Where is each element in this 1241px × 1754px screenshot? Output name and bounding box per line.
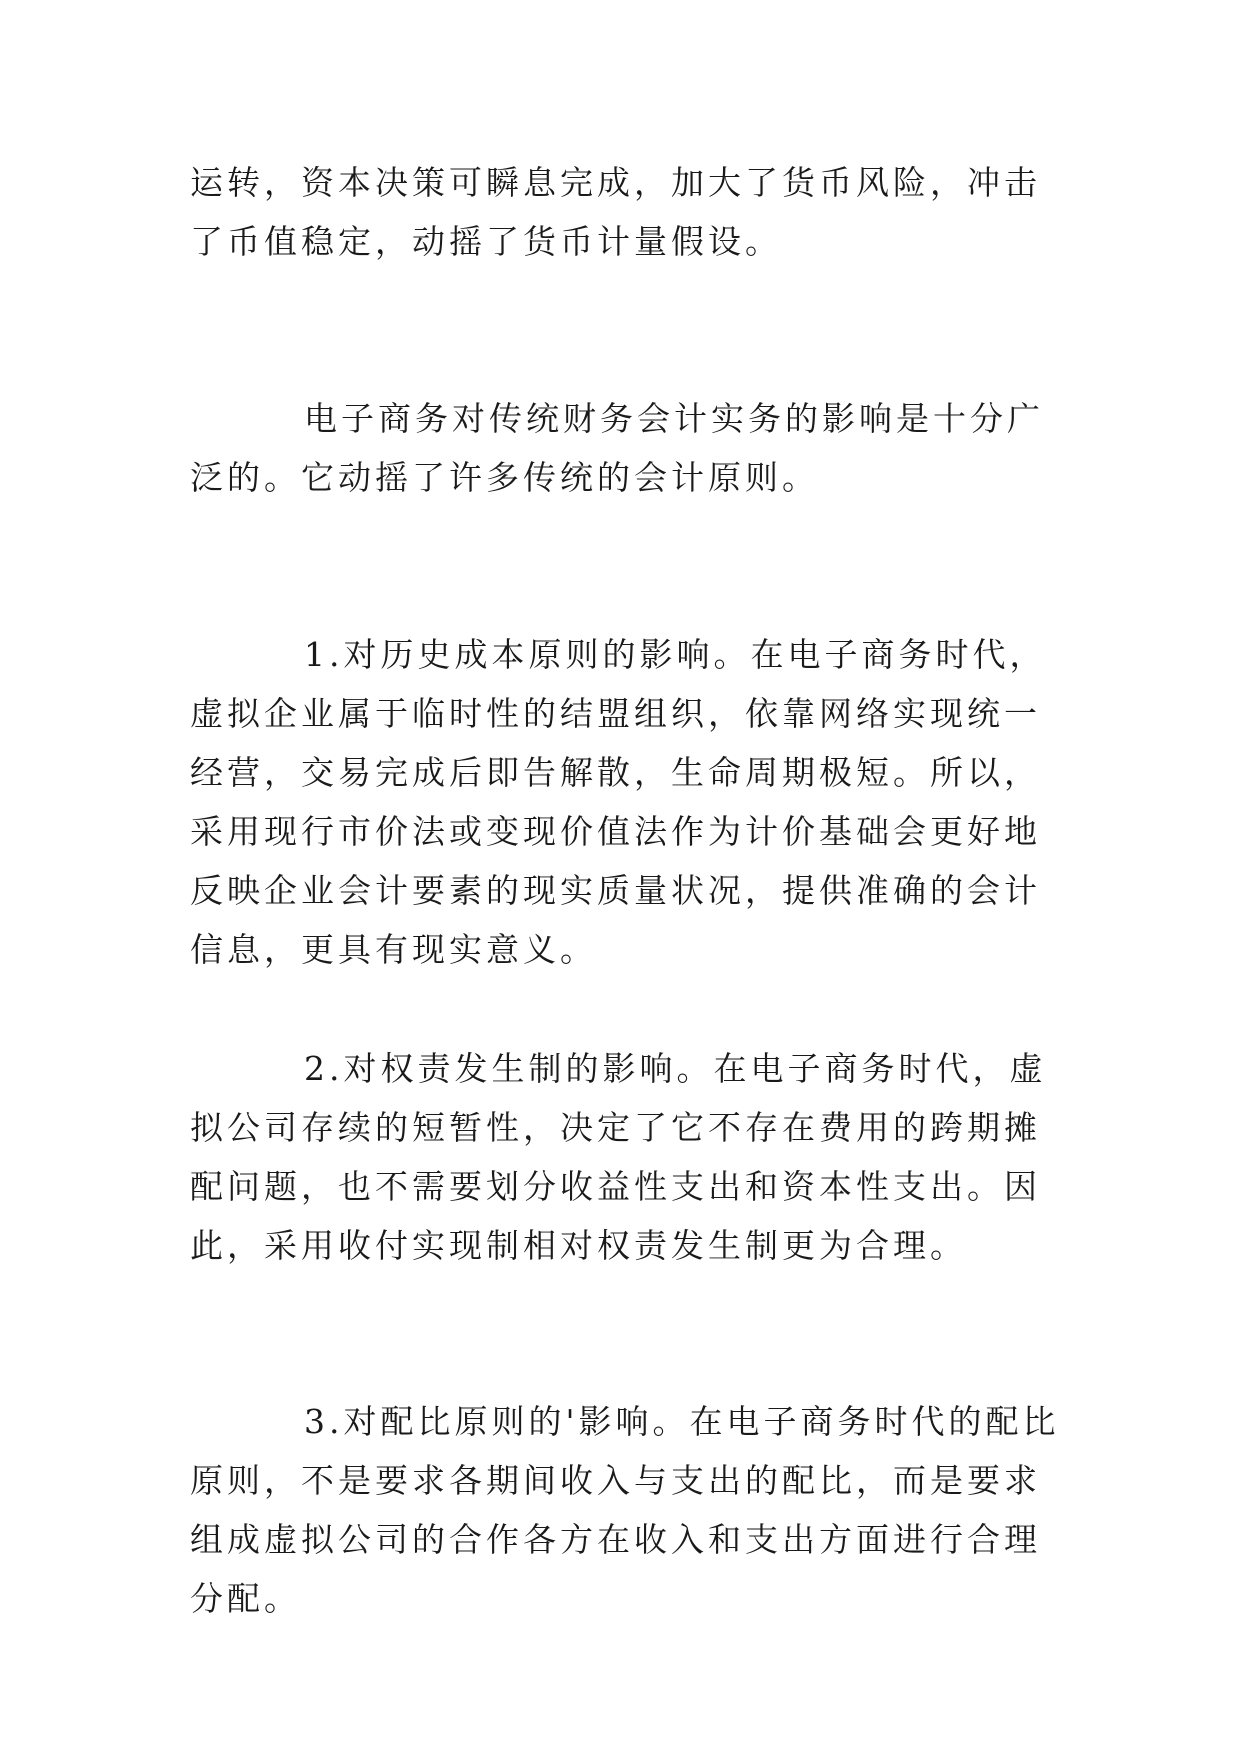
paragraph-currency-risk: 运转，资本决策可瞬息完成，加大了货币风险，冲击了币值稳定，动摇了货币计量假设。	[190, 163, 1041, 261]
paragraph-matching-principle: 3.对配比原则的'影响。在电子商务时代的配比原则，不是要求各期间收入与支出的配比，而是要求组成虚拟公司的合作各方在收入和支出方面进行合理分配。	[190, 1402, 1060, 1618]
paragraph-historical-cost-principle: 1.对历史成本原则的影响。在电子商务时代，虚拟企业属于临时性的结盟组织，依靠网络实现统一经营，交易完成后即告解散，生命周期极短。所以，采用现行市价法或变现价值法作为计价基础会更好地反映企业会计要素的现实质量状况，提供准确的会计信息，更具有现实意义。	[190, 635, 1047, 969]
paragraph-accrual-basis: 2.对权责发生制的影响。在电子商务时代，虚拟公司存续的短暂性，决定了它不存在费用的跨期摊配问题，也不需要划分收益性支出和资本性支出。因此，采用收付实现制相对权责发生制更为合理。	[190, 1049, 1047, 1265]
paragraph-ecommerce-impact-intro: 电子商务对传统财务会计实务的影响是十分广泛的。它动摇了许多传统的会计原则。	[190, 399, 1044, 497]
